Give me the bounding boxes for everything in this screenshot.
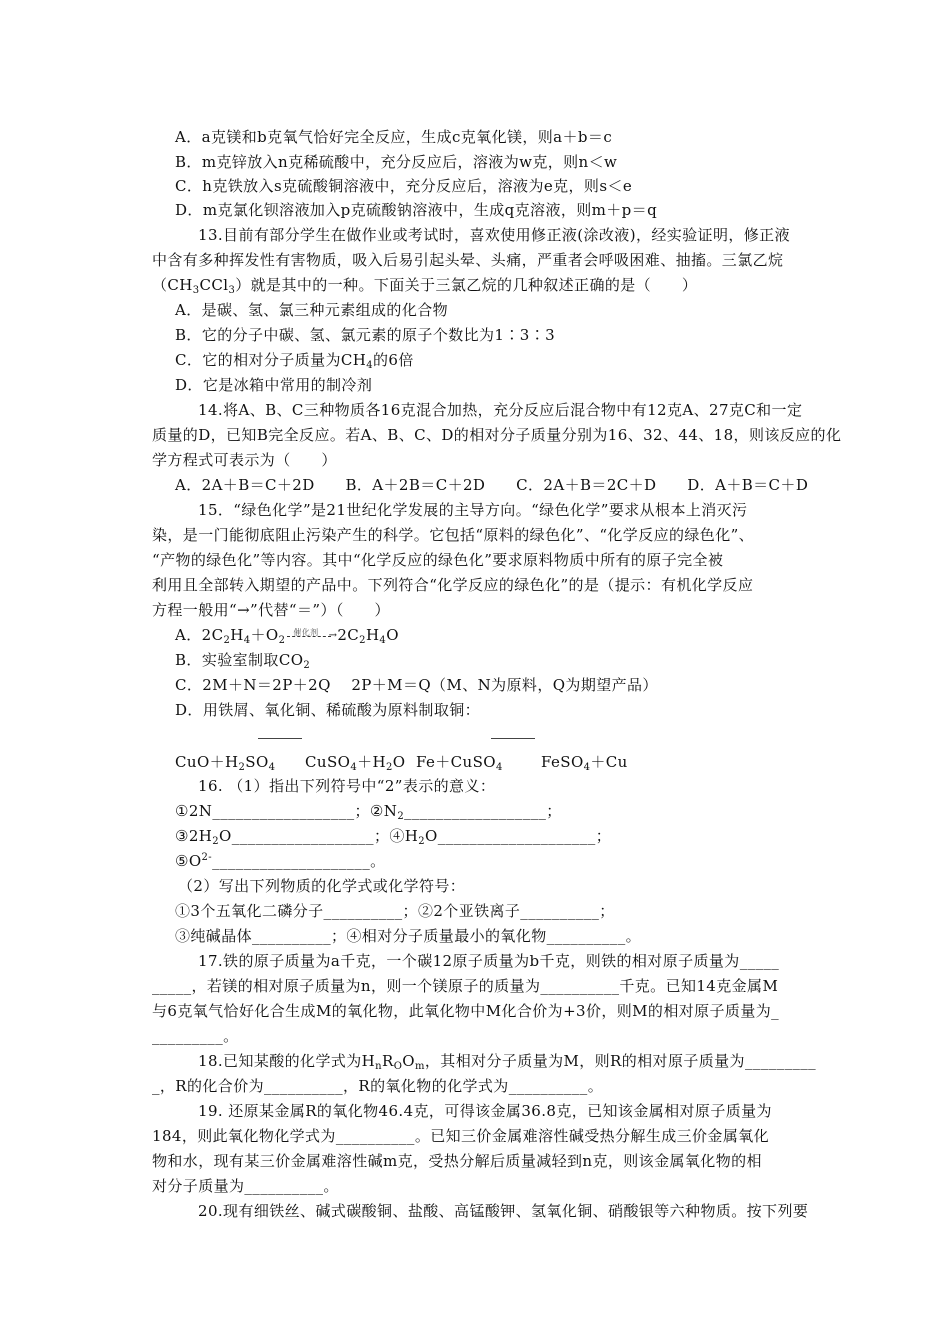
q14-line-3: 学方程式可表示为（ ） [152,451,337,469]
q13-option-a: A．是碳、氢、氯三种元素组成的化合物 [175,301,449,319]
q12-option-b: B．m克锌放入n克稀硫酸中，充分反应后，溶液为w克，则n＜w [175,153,618,171]
q17-line-3: 与6克氧气恰好化合生成M的氧化物，此氧化物中M化合价为+3价，则M的相对原子质量为_ [152,1002,780,1020]
reaction-feso4: FeSO$_4$＋Cu [541,753,628,773]
q15-option-a: A．$2C_2H_4+O_2$ 催化剂 → $2C_2H_4O$ [175,626,399,646]
q16-row-5: ③纯碱晶体__________；④相对分子质量最小的氧化物__________。 [175,927,642,945]
q20-line-1: 20.现有细铁丝、碱式碳酸铜、盐酸、高锰酸钾、氢氧化铜、硝酸银等六种物质。按下列要 [198,1202,809,1220]
reaction-rule-1 [258,738,302,739]
q15-option-b: B．实验室制取$CO_2$ [175,651,311,671]
q19-line-1: 19. 还原某金属R的氧化物46.4克，可得该金属36.8克，已知该金属相对原子质量为 [198,1102,772,1120]
q16-row-2: $③2H_2O\_\_\_\_\_\_\_\_\_\_\_\_\_\_\_\_\_\_$；$④H_2O\_\_\_\_\_\_\_\_\_\_\_\_\_\_\_\_\_\_\_\_$； [175,827,612,847]
q15-line-4: 利用且全部转入期望的产品中。下列符合“化学反应的绿色化”的是（提示：有机化学反应 [152,576,754,594]
q13-line-3: $(CH_3CCl_3)$就是其中的一种。下面关于三氯乙烷的几种叙述正确的是（ ） [152,276,698,296]
reaction-rule-2 [491,738,535,739]
reaction-cuso4: $CuSO_4+H_2O$ [305,753,406,773]
q16-row-4: ①3个五氧化二磷分子__________；②2个亚铁离子__________； [175,902,615,920]
q18-line-1: 18.已知某酸的化学式为$H_nR_OO_m$，其相对分子质量为M，则R的相对原子质量为_________ [198,1052,817,1072]
q13-option-b: B．它的分子中碳、氢、氯元素的原子个数比为1∶3∶3 [175,326,556,344]
reaction-cuo: $CuO+H_2SO_4$ [175,753,276,773]
q16-part-2: （2）写出下列物质的化学式或化学符号： [178,877,466,895]
q16-row-3: $⑤O^{2-}\_\_\_\_\_\_\_\_\_\_\_\_\_\_\_\_\_\_\_\_$。 [175,852,386,870]
q12-option-d: D．m克氯化钡溶液加入p克硫酸钠溶液中，生成q克溶液，则m＋p＝q [175,201,658,219]
q14-options: A．2A＋B＝C＋2D B．A＋2B＝C＋2D C．2A＋B＝2C＋D D．A＋B＝C＋D [175,476,809,494]
q13-option-c: C．它的相对分子质量为$CH_4$的6倍 [175,351,414,371]
q13-option-d: D．它是冰箱中常用的制冷剂 [175,376,373,394]
q17-line-1: 17.铁的原子质量为a千克，一个碳12原子质量为b千克，则铁的相对原子质量为_____ [198,952,780,970]
q19-line-2: 184，则此氧化物化学式为__________。已知三价金属难溶性碱受热分解生成三价金属氧化 [152,1127,770,1145]
q19-line-3: 物和水，现有某三价金属难溶性碱m克，受热分解后质量减轻到n克，则该金属氧化物的相 [152,1152,762,1170]
catalyst-arrow-icon: 催化剂 → [285,629,337,643]
q14-line-1: 14.将A、B、C三种物质各16克混合加热，充分反应后混合物中有12克A、27克C和一定 [198,401,803,419]
q16-part-1: 16. （1）指出下列符号中“2”表示的意义： [198,777,496,795]
reaction-fe: Fe＋CuSO$_4$ [416,753,503,773]
q15-line-3: “产物的绿色化”等内容。其中“化学反应的绿色化”要求原料物质中所有的原子完全被 [152,551,724,569]
q13-line-1: 13.目前有部分学生在做作业或考试时，喜欢使用修正液(涂改液)，经实验证明，修正液 [198,226,790,244]
q13-line-2: 中含有多种挥发性有害物质，吸入后易引起头晕、头痛，严重者会呼吸困难、抽搐。三氯乙烷 [152,251,784,269]
q15-line-1: 15．“绿色化学”是21世纪化学发展的主导方向。“绿色化学”要求从根本上消灭污 [198,501,748,519]
q15-option-c: C．2M＋N＝2P＋2Q 2P＋M＝Q（M、N为原料，Q为期望产品） [175,676,658,694]
q16-row-1: ①2N__________________；$②N_2\_\_\_\_\_\_\_\_\_\_\_\_\_\_\_\_\_\_$； [175,802,562,822]
q15-line-5: 方程一般用“→”代替“＝”）（ ） [152,601,390,619]
q17-line-2: _____，若镁的相对原子质量为n，则一个镁原子的质量为__________千克。已知14克金属M [152,977,779,995]
q15-line-2: 染，是一门能彻底阻止污染产生的科学。它包括“原料的绿色化”、“化学反应的绿色化”、 [152,526,755,544]
q19-line-4: 对分子质量为__________。 [152,1177,339,1195]
q12-option-c: C．h克铁放入s克硫酸铜溶液中，充分反应后，溶液为e克，则s＜e [175,177,633,195]
q15-option-d: D．用铁屑、氧化铜、稀硫酸为原料制取铜： [175,701,481,719]
q14-line-2: 质量的D，已知B完全反应。若A、B、C、D的相对分子质量分别为16、32、44、18，则该反应的化 [152,426,842,444]
q18-line-2: _，R的化合价为__________，R的氧化物的化学式为__________。 [152,1077,604,1095]
q12-option-a: A．a克镁和b克氧气恰好完全反应，生成c克氧化镁，则a＋b＝c [175,128,613,146]
q17-line-4: _________。 [152,1027,239,1045]
